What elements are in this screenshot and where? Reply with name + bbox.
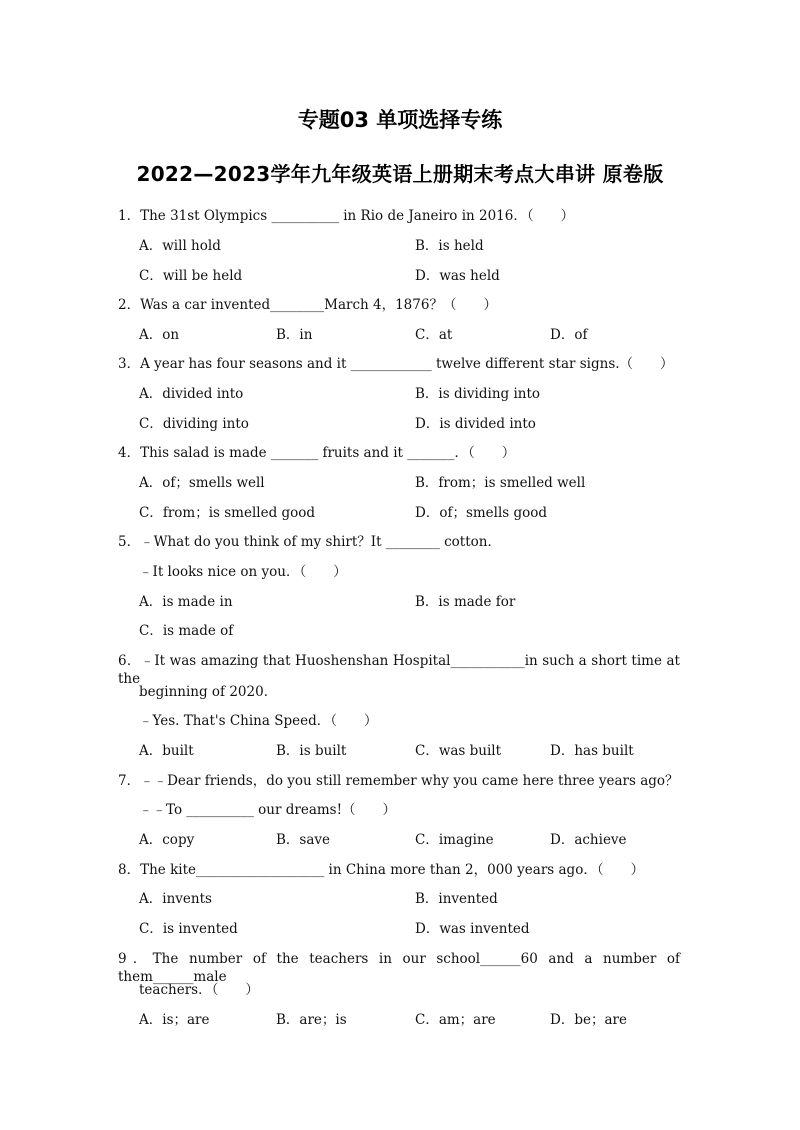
question-6-option-c: C．was built [415,743,502,759]
question-5-stem: 5．﹣What do you think of my shirt？It ________ cotton． [118,534,501,550]
question-6-reply: ﹣Yes. That's China Speed．（ ） [139,713,378,729]
question-1-option-c: C．will be held [139,268,243,284]
question-6-option-a: A．built [139,743,194,759]
question-2-option-c: C．at [415,327,453,343]
question-6-stem: 6．﹣It was amazing that Huoshenshan Hospital___________in such a short time at the [118,653,680,687]
document-subtitle: 2022—2023学年九年级英语上册期末考点大串讲 原卷版 [136,162,664,186]
question-3-option-d: D．is divided into [415,416,536,432]
question-7-option-c: C．imagine [415,832,494,848]
question-9-option-a: A．is；are [139,1012,210,1028]
question-4-option-d: D．of；smells good [415,505,548,521]
question-9-option-c: C．am；are [415,1012,496,1028]
question-8-option-a: A．invents [139,891,212,907]
question-3-option-b: B．is dividing into [415,386,541,402]
question-6-option-b: B．is built [276,743,347,759]
question-3-stem: 3．A year has four seasons and it ____________ twelve different star signs.（ ） [118,356,674,372]
document-title: 专题03 单项选择专练 [297,108,503,132]
question-3-option-c: C．dividing into [139,416,249,432]
question-2-option-b: B．in [276,327,313,343]
question-1-stem: 1．The 31st Olympics __________ in Rio de Janeiro in 2016．（ ） [118,208,575,224]
question-1-option-b: B．is held [415,238,484,254]
question-5-option-c: C．is made of [139,623,234,639]
question-4-option-b: B．from；is smelled well [415,475,586,491]
question-4-option-c: C．from；is smelled good [139,505,316,521]
question-7-stem: 7．﹣﹣Dear friends，do you still remember why you came here three years ago？ [118,773,679,789]
question-4-option-a: A．of；smells well [139,475,265,491]
question-5-option-b: B．is made for [415,594,516,610]
question-2-stem: 2．Was a car invented________March 4，1876？（ ） [118,297,497,313]
question-7-option-b: B．save [276,832,331,848]
question-8-option-b: B．invented [415,891,498,907]
question-2-option-a: A．on [139,327,180,343]
question-1-option-a: A．will hold [139,238,221,254]
question-7-reply: ﹣﹣To __________ our dreams!（ ） [139,802,397,818]
question-5-reply: ﹣It looks nice on you．（ ） [139,564,347,580]
question-6-option-d: D．has built [550,743,634,759]
question-5-option-a: A．is made in [139,594,233,610]
question-9-stem-continued: teachers．（ ） [139,982,259,998]
question-9-option-d: D．be；are [550,1012,627,1028]
question-8-stem: 8．The kite___________________ in China more than 2，000 years ago．（ ） [118,862,645,878]
question-4-stem: 4．This salad is made _______ fruits and it _______．（ ） [118,445,516,461]
question-6-stem-continued: beginning of 2020． [139,684,278,700]
question-3-option-a: A．divided into [139,386,244,402]
question-7-option-a: A．copy [139,832,195,848]
question-7-option-d: D．achieve [550,832,627,848]
question-9-option-b: B．are；is [276,1012,347,1028]
question-8-option-c: C．is invented [139,921,238,937]
question-8-option-d: D．was invented [415,921,530,937]
question-9-stem: 9．The number of the teachers in our school______60 and a number of them______male [118,951,680,985]
question-1-option-d: D．was held [415,268,500,284]
question-2-option-d: D．of [550,327,588,343]
